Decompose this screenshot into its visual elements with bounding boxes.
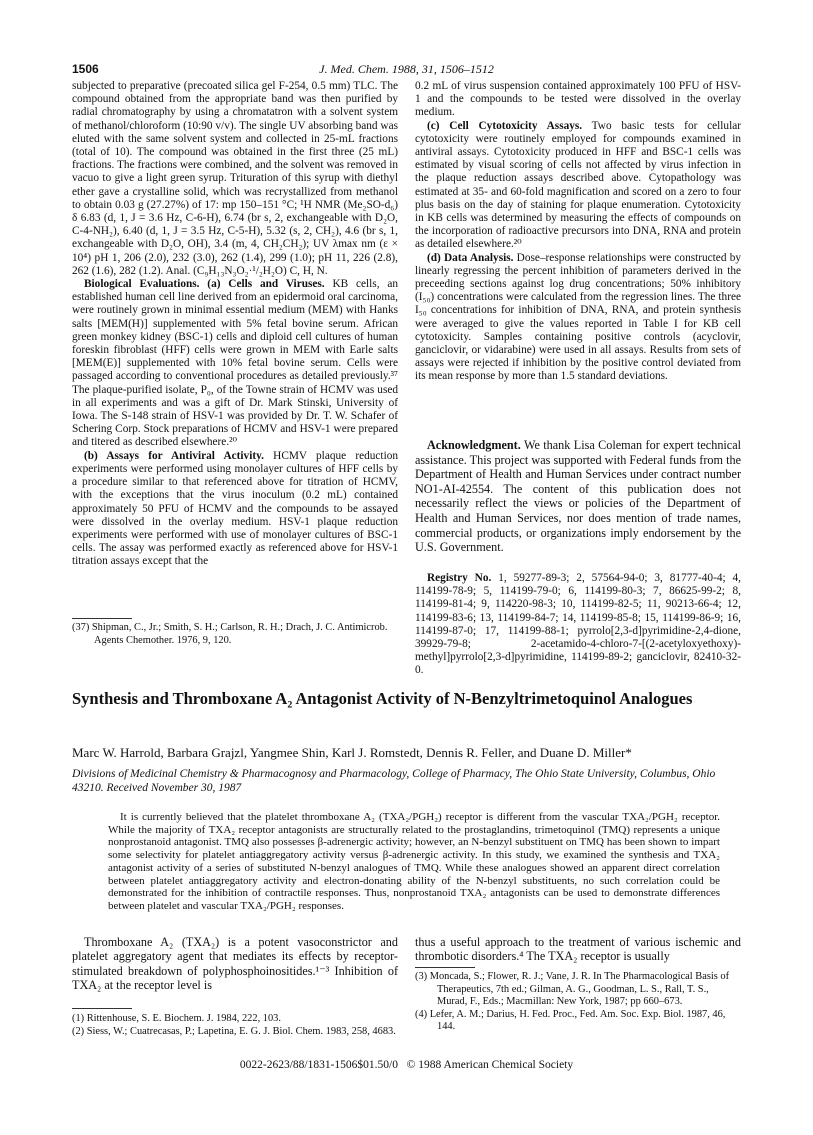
footnote-1: (1) Rittenhouse, S. E. Biochem. J. 1984, 222, 103. xyxy=(72,1013,281,1024)
data-analysis-paragraph xyxy=(415,252,741,384)
intro-right xyxy=(415,935,741,964)
cells-viruses-paragraph xyxy=(72,278,398,450)
registry-text: 1, 59277-89-3; 2, 57564-94-0; 3, 81777-40-4; 4, 114199-78-9; 5, 114199-79-0; 6, 114199-80-3; 7, 86625-99-2; 8, 114199-81-4; 9, 114220-98-3; 10, 114199-82-5; 11, 90213-66-4; 12, 114199-83-6; 13, 114199-84-7; 14, 114199-85-8; 15, 114199-86-9; 16, 114199-87-0; 17, 114199-88-1; pyrrolo[2,3-d]pyrimidine-2,4-dione, 39929-79-8; 2-acetamido-4-chloro-7-[(2-acetyloxyethoxy)-methyl]pyrrolo[2,3-d]pyrimidine, 114199-89-2; ganciclovir, 82410-32-0. xyxy=(415,572,741,677)
copyright-footer: 0022-2623/88/1831-1506$01.50/0 © 1988 American Chemical Society xyxy=(239,1059,574,1071)
left-column xyxy=(72,80,398,569)
intro-text: thus a useful approach to the treatment of various ischemic and thrombotic disorders.⁴ The TXA₂ receptor is usually xyxy=(415,935,741,964)
footnote-37 xyxy=(72,622,398,647)
author-list: Marc W. Harrold, Barbara Grajzl, Yangmee Shin, Karl J. Romstedt, Dennis R. Feller, and Duane D. Miller* xyxy=(72,745,632,760)
paragraph-text: Two basic tests for cellular cytotoxicity were routinely employed for compounds examined in antiviral assays. Cytotoxicity produced in HFF and BSC-1 cells was estimated by visual scoring of cells not affected by virus infection in the plaque reduction assays described above. Cytopathology was estimated at 35- and 60-fold magnification and scored on a zero to four plus basis on the day of staining for plaque enumeration. Cytotoxicity in KB cells was determined by measuring the effects of compounds on the incorporation of radioactive precursors into DNA, RNA and protein as detailed elsewhere.²⁰ xyxy=(415,119,741,251)
registry-heading: Registry No. xyxy=(427,572,492,584)
abstract-text: It is currently believed that the platelet thromboxane A₂ (TXA₂/PGH₂) receptor is different from the vascular TXA₂/PGH₂ receptor. While the majority of TXA₂ receptor antagonists are structurally related to the prostaglandins, trimetoquinol (TMQ) represents a unique nonprostanoid antagonist. TMQ also possesses β-adrenergic activity; however, an N-benzyl substituent on TMQ has been shown to impart some selectivity for platelet antiaggregatory activity versus β-adrenergic activity. In this study, we examined the synthesis and TXA₂ antagonist activity of a series of substituted N-benzyl analogues of TMQ. While these analogues showed an apparent direct correlation between platelet antiaggregatory activity and electron-donating ability of the N-benzyl substituents, no such correlation could be demonstrated for the inhibition of contractile responses. Thus, nonprostanoid TXA₂ antagonists can be used to demonstrate differences between platelet and vascular TXA₂/PGH₂ responses. xyxy=(108,811,720,912)
cytotoxicity-paragraph xyxy=(415,120,741,252)
footnote-rule xyxy=(415,967,475,968)
footnotes-right xyxy=(415,971,741,1034)
paragraph-text: KB cells, an established human cell line derived from an epidermoid oral carcinoma, were routinely grown in minimal essential medium (MEM) with Hanks salts [MEM(H)] supplemented with 5% fetal bovine serum. African green monkey kidney (BSC-1) cells and diploid cell cultures of human foreskin fibroblast (HFF) cells were grown in MEM with Earle salts [MEM(E)] supplemented with 10% fetal bovine serum. Cells were passaged according to conventional procedures as detailed previously.³⁷ The plaque-purified isolate, P₀, of the Towne strain of HCMV was used in all experiments and was a gift of Dr. Mark Stinski, University of Iowa. The S-148 strain of HSV-1 was provided by Dr. T. W. Schafer of Schering Corp. Stock preparations of HCMV and HSV-1 were prepared and titered as described elsewhere.²⁰ xyxy=(72,278,399,449)
section-heading: Biological Evaluations. (a) Cells and Viruses. xyxy=(84,278,325,291)
footnote-3: (3) Moncada, S.; Flower, R. J.; Vane, J. R. In The Pharmacological Basis of Therapeutics, 7th ed.; Gilman, A. G., Goodman, L. S., Rall, T. S., Murad, F., Eds.; Macmillan: New York, 1987; pp 660–673. xyxy=(415,971,730,1008)
section-heading: (d) Data Analysis. xyxy=(427,251,514,264)
affiliation: Divisions of Medicinal Chemistry & Pharmacognosy and Pharmacology, College of Pharmacy, The Ohio State University, Columbus, Ohio 43210. Received November 30, 1987 xyxy=(72,768,716,794)
section-heading: (b) Assays for Antiviral Activity. xyxy=(84,449,264,462)
footnote-2: (2) Siess, W.; Cuatrecasas, P.; Lapetina, E. G. J. Biol. Chem. 1983, 258, 4683. xyxy=(72,1025,396,1037)
acknowledgment xyxy=(415,438,741,555)
abstract xyxy=(108,811,720,913)
footnote-rule xyxy=(72,618,132,619)
section-heading: (c) Cell Cytotoxicity Assays. xyxy=(427,119,583,132)
experimental-paragraph: subjected to preparative (precoated silica gel F-254, 0.5 mm) TLC. The compound obtained from the appropriate band was then purified by radial chromatography by using a chromatatron with a solvent system of methanol/chloroform (10:90 v/v). The single UV absorbing band was eluted with the same solvent system and collected in 25-mL fractions (total of 10). The compound was obtained in the first three (25 mL) fractions. The fractions were combined, and the solvent was removed in vacuo to give a light green syrup. Trituration of this syrup with diethyl ether gave a crystalline solid, which was recrystallized from methanol to obtain 0.03 g (27.27%) of 17: mp 150–151 °C; ¹H NMR (Me₂SO-d₆) δ 6.83 (d, 1, J = 3.6 Hz, C-6-H), 6.74 (br s, 2, exchangeable with D₂O, C-4-NH₂), 6.40 (d, 1, J = 3.5 Hz, C-5-H), 5.32 (s, 2, CH₂), 4.6 (br s, 1, exchangeable with D₂O, OH), 3.4 (m, 4, CH₂CH₂); UV λmax nm (ε × 10⁴) pH 1, 206 (2.0), 232 (3.0), 262 (1.4), 299 (1.0); pH 11, 226 (2.8), 262 (1.6), 282 (1.2). Anal. (C₉H₁₃N₃O₂·¹/₂H₂O) C, H, N. xyxy=(72,80,398,277)
paragraph-text: HCMV plaque reduction experiments were performed using monolayer cultures of HFF cells by a procedure similar to that referenced above for titration of HCMV, with the exceptions that the virus inoculum (0.2 mL) contained approximately 50 PFU of HCMV and the compounds to be assayed were dissolved in the overlay medium. HSV-1 plaque reduction experiments were performed with use of monolayer cultures of BSC-1 cells. The assay was performed exactly as referenced above for HSV-1 titration assays except that the xyxy=(72,449,398,568)
continued-paragraph: 0.2 mL of virus suspension contained approximately 100 PFU of HSV-1 and the compounds to be tested were dissolved in the overlay medium. xyxy=(415,80,741,119)
page-number: 1506 xyxy=(72,62,99,76)
footnote-text: (37) Shipman, C., Jr.; Smith, S. H.; Carlson, R. H.; Drach, J. C. Antimicrob. Agents Chemother. 1976, 9, 120. xyxy=(72,622,388,646)
intro-left xyxy=(72,935,398,993)
acknowledgment-heading: Acknowledgment. xyxy=(427,438,521,452)
antiviral-assays-paragraph xyxy=(72,450,398,569)
right-column xyxy=(415,80,741,384)
paragraph-text: Dose–response relationships were constructed by linearly regressing the percent inhibition of parameters derived in the preceeding sections against log drug concentrations; 50% inhibitory (I₅₀) concentrations were calculated from the regression lines. The three I₅₀ concentrations for inhibition of DNA, RNA, and protein synthesis were averaged to give the values reported in Table I for KB cell cytotoxicity. Samples containing positive controls (acyclovir, ganciclovir, or vidarabine) were used in all assays. Results from sets of assays were rejected if inhibition by the positive control deviated from its mean response by more than 1.5 standard deviations. xyxy=(415,251,741,383)
running-head: J. Med. Chem. 1988, 31, 1506–1512 xyxy=(319,62,494,76)
footnotes-left xyxy=(72,1013,398,1038)
footnote-rule xyxy=(72,1008,132,1009)
footnote-4: (4) Lefer, A. M.; Darius, H. Fed. Proc., Fed. Am. Soc. Exp. Biol. 1987, 46, 144. xyxy=(415,1008,726,1033)
intro-text: Thromboxane A₂ (TXA₂) is a potent vasoconstrictor and platelet aggregatory agent that mediates its effects by receptor-stimulated breakdown of polyphosphoinositides.¹⁻³ Inhibition of TXA₂ at the receptor level is xyxy=(72,935,398,993)
acknowledgment-text: We thank Lisa Coleman for expert technical assistance. This project was supported with Federal funds from the Department of Health and Human Services under contract number NO1-AI-42554. The content of this publication does not necessarily reflect the views or policies of the Department of Health and Human Services, nor does mention of trade names, commercial products, or organizations imply endorsement by the U.S. Government. xyxy=(415,438,741,555)
article-title: Synthesis and Thromboxane A₂ Antagonist Activity of N-Benzyltrimetoquinol Analogues xyxy=(72,689,693,708)
registry-numbers xyxy=(415,572,741,678)
